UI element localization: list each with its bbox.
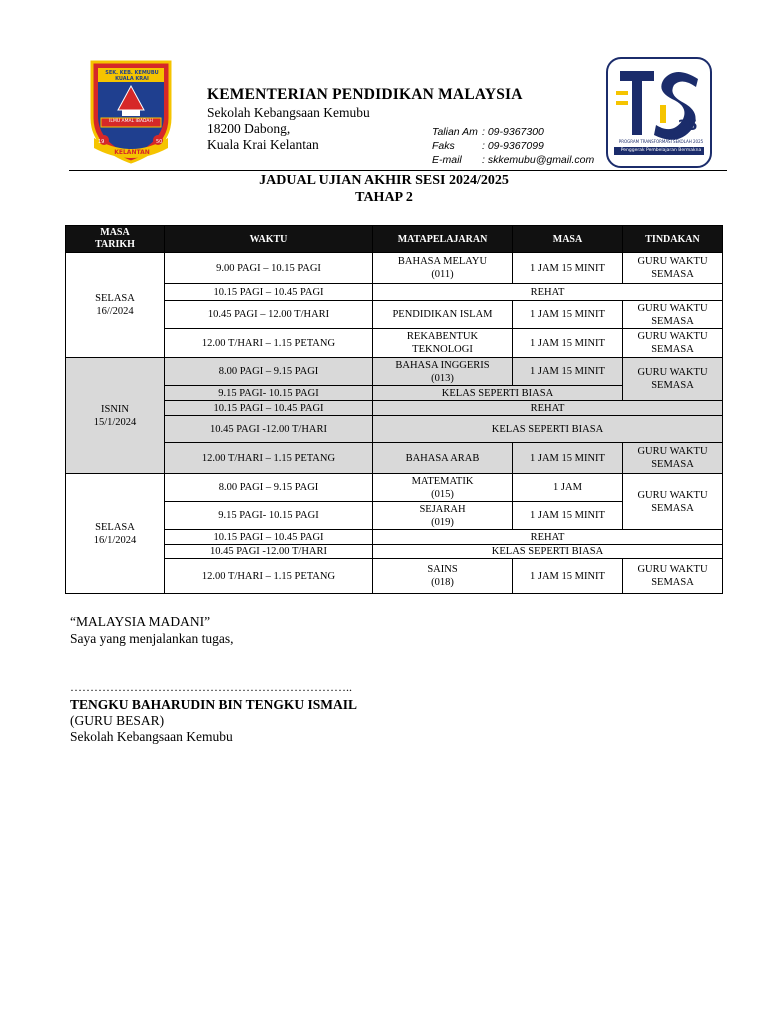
time-cell: 12.00 T/HARI – 1.15 PETANG	[165, 559, 373, 594]
duration-cell: 1 JAM 15 MINIT	[513, 253, 623, 284]
table-row	[66, 416, 723, 443]
action-cell: GURU WAKTU SEMASA	[623, 559, 723, 594]
table-header-row	[66, 226, 723, 253]
action-cell: GURU WAKTU SEMASA	[623, 358, 723, 401]
duration-cell: 1 JAM 15 MINIT	[513, 301, 623, 329]
crest-motto: ILMU AMAL IBADAH	[109, 119, 153, 124]
table-row	[66, 474, 723, 502]
table-row	[66, 545, 723, 559]
district: Kuala Krai Kelantan	[207, 137, 319, 152]
crest-ribbon: KELANTAN	[114, 149, 150, 156]
table-row	[66, 559, 723, 594]
note-cell: REHAT	[373, 530, 723, 545]
note-cell: REHAT	[373, 401, 723, 416]
signatory-position: (GURU BESAR)	[70, 713, 165, 728]
slogan: “MALAYSIA MADANI”	[70, 614, 211, 629]
duration-cell: 1 JAM 15 MINIT	[513, 502, 623, 530]
duration-cell: 1 JAM 15 MINIT	[513, 329, 623, 358]
school-name: Sekolah Kebangsaan Kemubu	[207, 105, 370, 120]
duration-cell: 1 JAM 15 MINIT	[513, 358, 623, 386]
time-cell: 10.15 PAGI – 10.45 PAGI	[165, 401, 373, 416]
col-header-action: TINDAKAN	[623, 226, 723, 253]
time-cell: 12.00 T/HARI – 1.15 PETANG	[165, 329, 373, 358]
ministry-name: KEMENTERIAN PENDIDIKAN MALAYSIA	[207, 86, 523, 103]
col-header-time: WAKTU	[165, 226, 373, 253]
signatory-name: TENGKU BAHARUDIN BIN TENGKU ISMAIL	[70, 697, 358, 712]
subject-cell: SAINS (018)	[373, 559, 513, 594]
time-cell: 9.00 PAGI – 10.15 PAGI	[165, 253, 373, 284]
crest-top-text: SEK. KEB. KEMUBU	[105, 70, 159, 76]
table-row	[66, 358, 723, 386]
time-cell: 9.15 PAGI- 10.15 PAGI	[165, 502, 373, 530]
header-divider	[69, 170, 727, 171]
time-cell: 10.15 PAGI – 10.45 PAGI	[165, 530, 373, 545]
note-cell: KELAS SEPERTI BIASA	[373, 416, 723, 443]
subject-cell: BAHASA INGGERIS (013)	[373, 358, 513, 386]
action-cell: GURU WAKTU SEMASA	[623, 301, 723, 329]
postcode-town: 18200 Dabong,	[207, 121, 291, 136]
time-cell: 10.45 PAGI -12.00 T/HARI	[165, 416, 373, 443]
duration-cell: 1 JAM 15 MINIT	[513, 559, 623, 594]
col-header-date: MASA TARIKH	[66, 226, 165, 253]
subject-cell: BAHASA MELAYU (011)	[373, 253, 513, 284]
logo-program-text: PROGRAM TRANSFORMASI SEKOLAH 2025	[618, 139, 704, 144]
document-subtitle: TAHAP 2	[355, 190, 413, 205]
time-cell: 8.00 PAGI – 9.15 PAGI	[165, 474, 373, 502]
logo-tagline: Penggerak Pembelajaran Bermakna	[620, 148, 702, 153]
time-cell: 10.45 PAGI – 12.00 T/HARI	[165, 301, 373, 329]
table-row	[66, 329, 723, 358]
signature-line: ……………………………………………………………..	[70, 680, 352, 694]
time-cell: 9.15 PAGI- 10.15 PAGI	[165, 386, 373, 401]
time-cell: 10.45 PAGI -12.00 T/HARI	[165, 545, 373, 559]
crest-year-left: 19	[98, 139, 105, 145]
date-cell: ISNIN 15/1/2024	[66, 358, 165, 474]
table-row	[66, 530, 723, 545]
col-header-subject: MATAPELAJARAN	[373, 226, 513, 253]
note-cell: KELAS SEPERTI BIASA	[373, 545, 723, 559]
subject-cell: REKABENTUK TEKNOLOGI	[373, 329, 513, 358]
time-cell: 10.15 PAGI – 10.45 PAGI	[165, 284, 373, 301]
crest-sub-text: KUALA KRAI	[115, 76, 149, 82]
action-cell: GURU WAKTU SEMASA	[623, 329, 723, 358]
signatory-school: Sekolah Kebangsaan Kemubu	[70, 729, 233, 744]
table-row	[66, 401, 723, 416]
duration-cell: 1 JAM 15 MINIT	[513, 443, 623, 474]
table-row	[66, 301, 723, 329]
duration-cell: 1 JAM	[513, 474, 623, 502]
contact-fax: Faks : 09-9367099	[432, 140, 544, 152]
crest-year-right: 50	[156, 139, 163, 145]
table-row	[66, 253, 723, 284]
subject-cell: SEJARAH (019)	[373, 502, 513, 530]
subject-cell: PENDIDIKAN ISLAM	[373, 301, 513, 329]
table-row	[66, 443, 723, 474]
logo-number: 25	[678, 118, 698, 134]
col-header-duration: MASA	[513, 226, 623, 253]
time-cell: 8.00 PAGI – 9.15 PAGI	[165, 358, 373, 386]
subject-cell: BAHASA ARAB	[373, 443, 513, 474]
date-cell: SELASA 16/1/2024	[66, 474, 165, 594]
table-row	[66, 284, 723, 301]
contact-email: E-mail : skkemubu@gmail.com	[432, 154, 595, 166]
time-cell: 12.00 T/HARI – 1.15 PETANG	[165, 443, 373, 474]
action-cell: GURU WAKTU SEMASA	[623, 474, 723, 530]
note-cell: KELAS SEPERTI BIASA	[373, 386, 623, 401]
document-title: JADUAL UJIAN AKHIR SESI 2024/2025	[259, 173, 509, 188]
action-cell: GURU WAKTU SEMASA	[623, 443, 723, 474]
exam-schedule-table	[65, 225, 723, 594]
closing-line: Saya yang menjalankan tugas,	[70, 631, 234, 646]
note-cell: REHAT	[373, 284, 723, 301]
contact-phone: Talian Am : 09-9367300	[432, 126, 544, 138]
action-cell: GURU WAKTU SEMASA	[623, 253, 723, 284]
subject-cell: MATEMATIK (015)	[373, 474, 513, 502]
date-cell: SELASA 16//2024	[66, 253, 165, 358]
